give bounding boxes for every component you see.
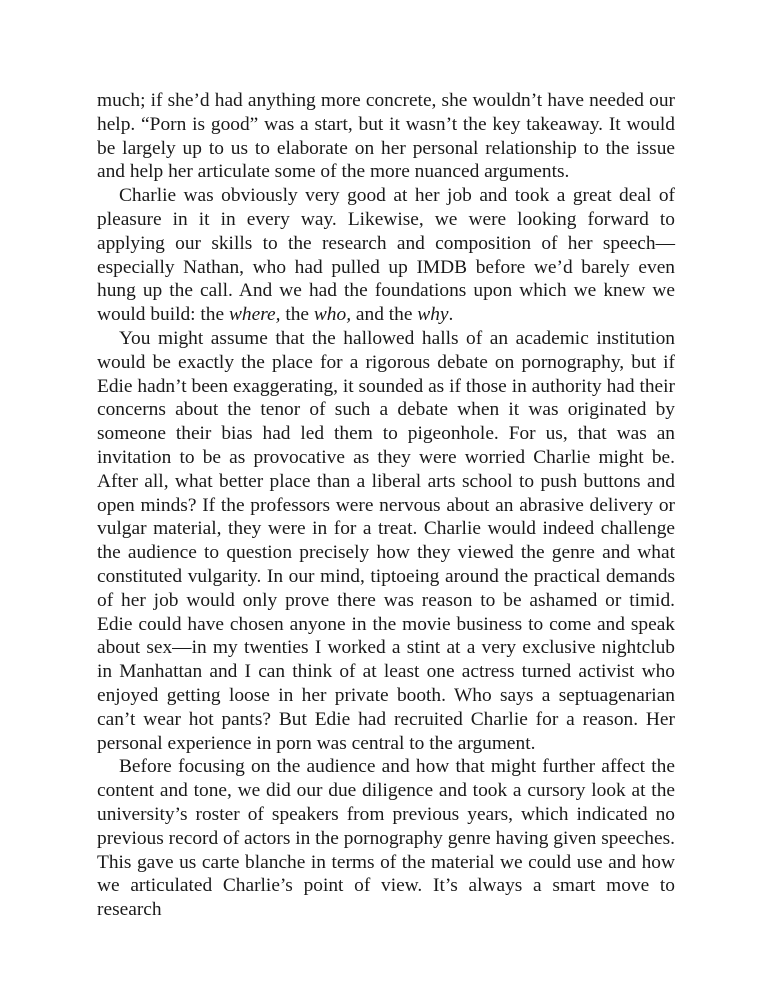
page-body bbox=[97, 89, 675, 922]
paragraph-2-connector: the bbox=[280, 304, 314, 326]
paragraph-1 bbox=[97, 89, 675, 184]
paragraph-2 bbox=[97, 184, 675, 327]
paragraph-4-text: Before focusing on the audience and how that might further affect the content and tone, we did our due diligence and took a cursory look at the university’s roster of speakers from previous years, which indicated no previous record of actors in the pornography genre having given speeches. This gave us carte blanche in terms of the material we could use and how we articulated Charlie’s point of view. It’s always a smart move to research bbox=[97, 756, 675, 921]
paragraph-1-text: much; if she’d had anything more concrete, she wouldn’t have needed our help. “Porn is good” was a start, but it wasn’t the key takeaway. It would be largely up to us to elaborate on her personal relationship to the issue and help her articulate some of the more nuanced arguments. bbox=[97, 90, 675, 183]
paragraph-2-text: Charlie was obviously very good at her job and took a great deal of pleasure in it in every way. Likewise, we were looking forward to applying our skills to the research and composition of her speech—especially Nathan, who had pulled up IMDB before we’d barely even hung up the call. And we had the foundations upon which we knew we would build: the bbox=[97, 185, 675, 326]
paragraph-3-text: You might assume that the hallowed halls of an academic institution would be exactly the place for a rigorous debate on pornography, but if Edie hadn’t been exaggerating, it sounded as if those in authority had their concerns about the tenor of such a debate when it was originated by someone their bias had led them to pigeonhole. For us, that was an invitation to be as provocative as they were worried Charlie might be. After all, what better place than a liberal arts school to push buttons and open minds? If the professors were nervous about an abrasive delivery or vulgar material, they were in for a treat. Charlie would indeed challenge the audience to question precisely how they viewed the genre and what constituted vulgarity. In our mind, tiptoeing around the practical demands of her job would only prove there was reason to be ashamed or timid. Edie could have chosen anyone in the movie business to come and speak about sex—in my twenties I worked a stint at a very exclusive nightclub in Manhattan and I can think of at least one actress turned activist who enjoyed getting loose in her private booth. Who says a septuagenarian can’t wear hot pants? But Edie had recruited Charlie for a reason. Her personal experience in porn was central to the argument. bbox=[97, 327, 675, 754]
paragraph-2-italic-who: who, bbox=[313, 304, 352, 326]
paragraph-2-connector: and the bbox=[351, 304, 418, 326]
paragraph-2-period: . bbox=[448, 304, 454, 326]
paragraph-2-italic-why: why bbox=[417, 304, 449, 326]
paragraph-2-italic-where: where, bbox=[228, 304, 281, 326]
paragraph-3 bbox=[97, 327, 675, 755]
paragraph-4 bbox=[97, 755, 675, 922]
